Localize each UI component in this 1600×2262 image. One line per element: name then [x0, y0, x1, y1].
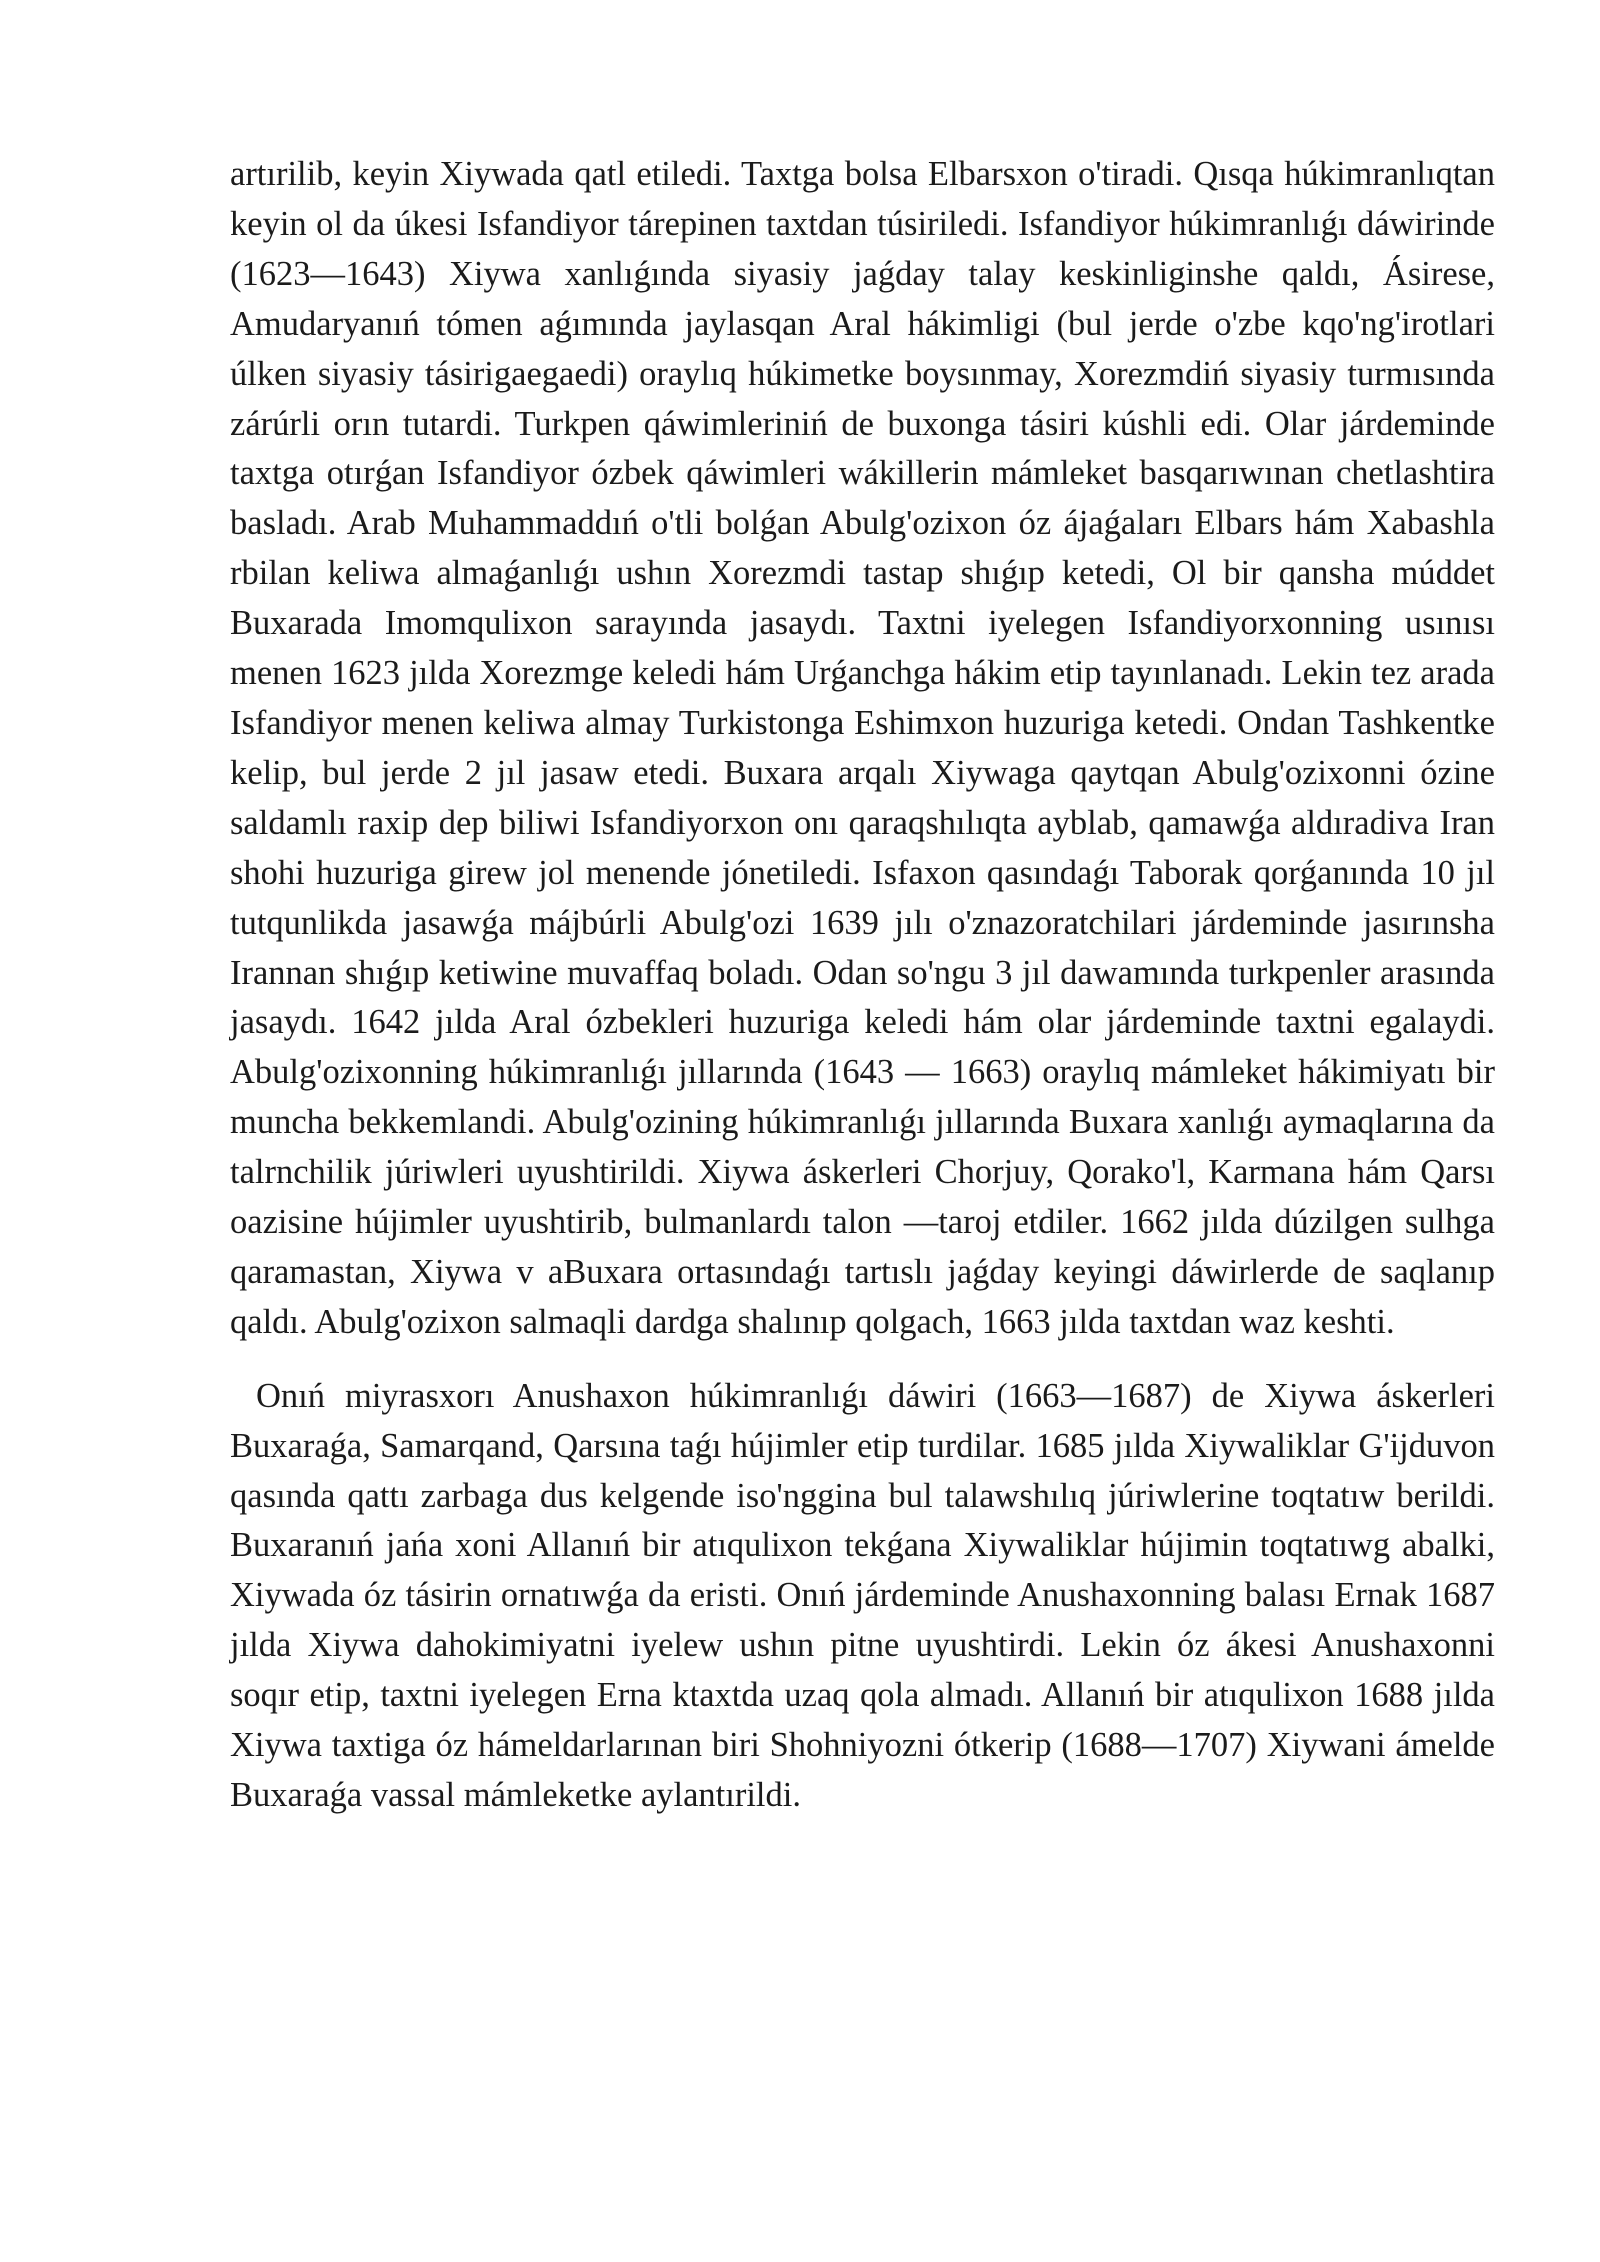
document-page: [230, 150, 1495, 1821]
paragraph: artırilib, keyin Xiywada qatl etiledi. Taxtga bolsa Elbarsxon o'tiradi. Qısqa húkimranlıqtan keyin ol da úkesi Isfandiyor tárepinen taxtdan túsiriledi. Isfandiyor húkimranlıǵı dáwirinde (1623—1643) Xiywa xanlıǵında siyasiy jaǵday talay keskinliginshe qaldı, Ásirese, Amudaryanıń tómen aǵımında jaylasqan Aral hákimligi (bul jerde o'zbe kqo'ng'irotlari úlken siyasiy tásirigaegaedi) oraylıq húkimetke boysınmay, Xorezmdiń siyasiy turmısında zárúrli orın tutardi. Turkpen qáwimleriniń de buxonga tásiri kúshli edi. Olar járdeminde taxtga otırǵan Isfandiyor ózbek qáwimleri wákillerin mámleket basqarıwınan chetlashtira basladı. Arab Muhammaddıń o'tli bolǵan Abulg'ozixon óz ájaǵaları Elbars hám Xabashla rbilan keliwa almaǵanlıǵı ushın Xorezmdi tastap shıǵıp ketedi, Ol bir qansha múddet Buxarada Imomqulixon sarayında jasaydı. Taxtni iyelegen Isfandiyorxonning usınısı menen 1623 jılda Xorezmge keledi hám Urǵanchga hákim etip tayınlanadı. Lekin tez arada Isfandiyor menen keliwa almay Turkistonga Eshimxon huzuriga ketedi. Ondan Tashkentke kelip, bul jerde 2 jıl jasaw etedi. Buxara arqalı Xiywaga qaytqan Abulg'ozixonni ózine saldamlı raxip dep biliwi Isfandiyorxon onı qaraqshılıqta ayblab, qamawǵa aldıradiva Iran shohi huzuriga girew jol menende jónetiledi. Isfaxon qasındaǵı Taborak qorǵanında 10 jıl tutqunlikda jasawǵa májbúrli Abulg'ozi 1639 jılı o'znazoratchilari járdeminde jasırınsha Irannan shıǵıp ketiwine muvaffaq boladı. Odan so'ngu 3 jıl dawamında turkpenler arasında jasaydı. 1642 jılda Aral ózbekleri huzuriga keledi hám olar járdeminde taxtni egalaydi. Abulg'ozixonning húkimranlıǵı jıllarında (1643 — 1663) oraylıq mámleket hákimiyatı bir muncha bekkemlandi. Abulg'ozining húkimranlıǵı jıllarında Buxara xanlıǵı aymaqlarına da talrnchilik júriwleri uyushtirildi. Xiywa áskerleri Chorjuy, Qorako'l, Karmana hám Qarsı oazisine hújimler uyushtirib, bulmanlardı talon —taroj etdiler. 1662 jılda dúzilgen sulhga qaramastan, Xiywa v aBuxara ortasındaǵı tartıslı jaǵday keyingi dáwirlerde de saqlanıp qaldı. Abulg'ozixon salmaqli dardga shalınıp qolgach, 1663 jılda taxtdan waz keshti.: [230, 155, 1495, 1341]
paragraph: Onıń miyrasxorı Anushaxon húkimranlıǵı dáwiri (1663—1687) de Xiywa áskerleri Buxaraǵa, Samarqand, Qarsına taǵı hújimler etip turdilar. 1685 jılda Xiywaliklar G'ijduvon qasında qattı zarbaga dus kelgende iso'nggina bul talawshılıq júriwlerine toqtatıw berildi. Buxaranıń jańa xoni Allanıń bir atıqulixon tekǵana Xiywaliklar hújimin toqtatıwg abalki, Xiywada óz tásirin ornatıwǵa da eristi. Onıń járdeminde Anushaxonning balası Ernak 1687 jılda Xiywa dahokimiyatni iyelew ushın pitne uyushtirdi. Lekin óz ákesi Anushaxonni soqır etip, taxtni iyelegen Erna ktaxtda uzaq qola almadı. Allanıń bir atıqulixon 1688 jılda Xiywa taxtiga óz hámeldarlarınan biri Shohniyozni ótkerip (1688—1707) Xiywani ámelde Buxaraǵa vassal mámleketke aylantırildi.: [230, 1376, 1495, 1814]
